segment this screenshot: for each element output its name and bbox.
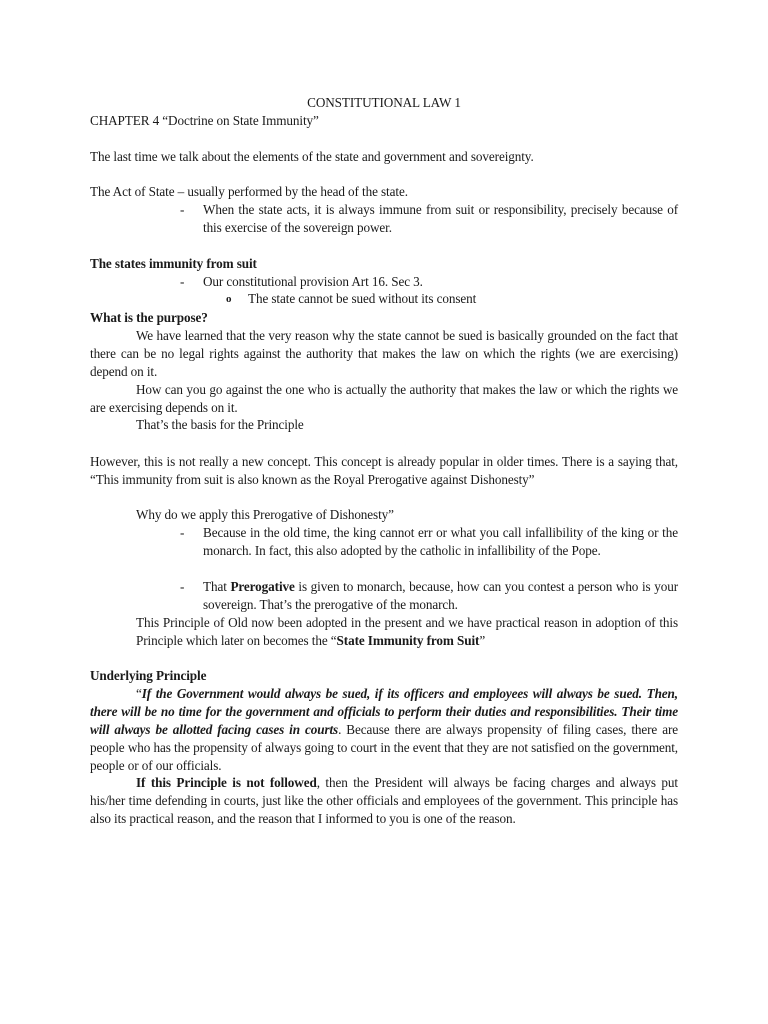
act-of-state-paragraph: The Act of State – usually performed by the head of the state. <box>90 184 408 199</box>
text-run: . Because there are always propensity of filing cases, there are people who has the propensity of always going to court in the event that they are not satisfied on the government, people or of our officials. <box>90 722 678 773</box>
however-paragraph: However, this is not really a new concept. This concept is already popular in older times. There is a saying that, “This immunity from suit is also known as the Royal Prerogative against Dishonesty” <box>90 454 678 487</box>
list-item-text: When the state acts, it is always immune from suit or responsibility, precisely because of this exercise of the sovereign power. <box>203 202 678 235</box>
dash-bullet-icon: - <box>180 274 185 289</box>
dash-bullet-icon: - <box>180 525 185 540</box>
purpose-paragraph-2: How can you go against the one who is actually the authority that makes the law or which the rights we are exercising depends on it. <box>90 382 678 415</box>
bold-italic-quote: If the Government would always be sued, if its officers and employees will always be sued. Then, there will be no time for the government and officials to perform their duties and responsibilities. Their time will always be allotted facing cases in courts <box>90 686 678 737</box>
text-run: is given to monarch, because, how can you contest a person who is your sovereign. That’s the prerogative of the monarch. <box>203 579 678 612</box>
text-run: , then the President will always be facing charges and always put his/her time defending in courts, just like the other officials and employees of the government. This principle has also its practical reason, and the reason that I informed to you is one of the reason. <box>90 775 678 826</box>
dash-bullet-icon: - <box>180 202 185 217</box>
sub-bullet-icon: o <box>226 293 232 305</box>
section-heading-purpose: What is the purpose? <box>90 310 208 325</box>
text-run: That <box>203 579 231 594</box>
section-heading-underlying: Underlying Principle <box>90 668 207 683</box>
dash-bullet-icon: - <box>180 579 185 594</box>
principle-paragraph <box>136 614 678 650</box>
purpose-paragraph-1: We have learned that the very reason why the state cannot be sued is basically grounded on the fact that there can be no legal rights against the authority that makes the law on which the rights (we are exercising) depend on it. <box>90 328 678 379</box>
bold-text-run: Prerogative <box>230 579 295 594</box>
bold-text-run: If this Principle is not followed <box>136 775 317 790</box>
text-run: ” <box>479 633 486 648</box>
list-item-text: Because in the old time, the king cannot err or what you call infallibility of the king or the monarch. In fact, this also adopted by the catholic in infallibility of the Pope. <box>203 525 678 558</box>
chapter-heading: CHAPTER 4 “Doctrine on State Immunity” <box>90 113 319 128</box>
why-line: Why do we apply this Prerogative of Dishonesty” <box>136 507 394 522</box>
intro-paragraph: The last time we talk about the elements of the state and government and sovereignty. <box>90 149 534 164</box>
list-item-text: Our constitutional provision Art 16. Sec 3. <box>203 274 423 289</box>
bold-text-run: State Immunity from Suit <box>336 633 480 648</box>
sub-list-item-text: The state cannot be sued without its consent <box>248 291 477 306</box>
not-followed-paragraph <box>90 774 678 828</box>
section-heading-immunity: The states immunity from suit <box>90 256 257 271</box>
purpose-paragraph-3: That’s the basis for the Principle <box>136 417 304 432</box>
underlying-paragraph <box>90 685 678 775</box>
text-run: “ <box>136 686 142 701</box>
list-item-text <box>203 578 678 614</box>
text-run: This Principle of Old now been adopted in the present and we have practical reason in adoption of this Principle which later on becomes the “ <box>136 615 678 648</box>
page-title: CONSTITUTIONAL LAW 1 <box>307 95 461 110</box>
